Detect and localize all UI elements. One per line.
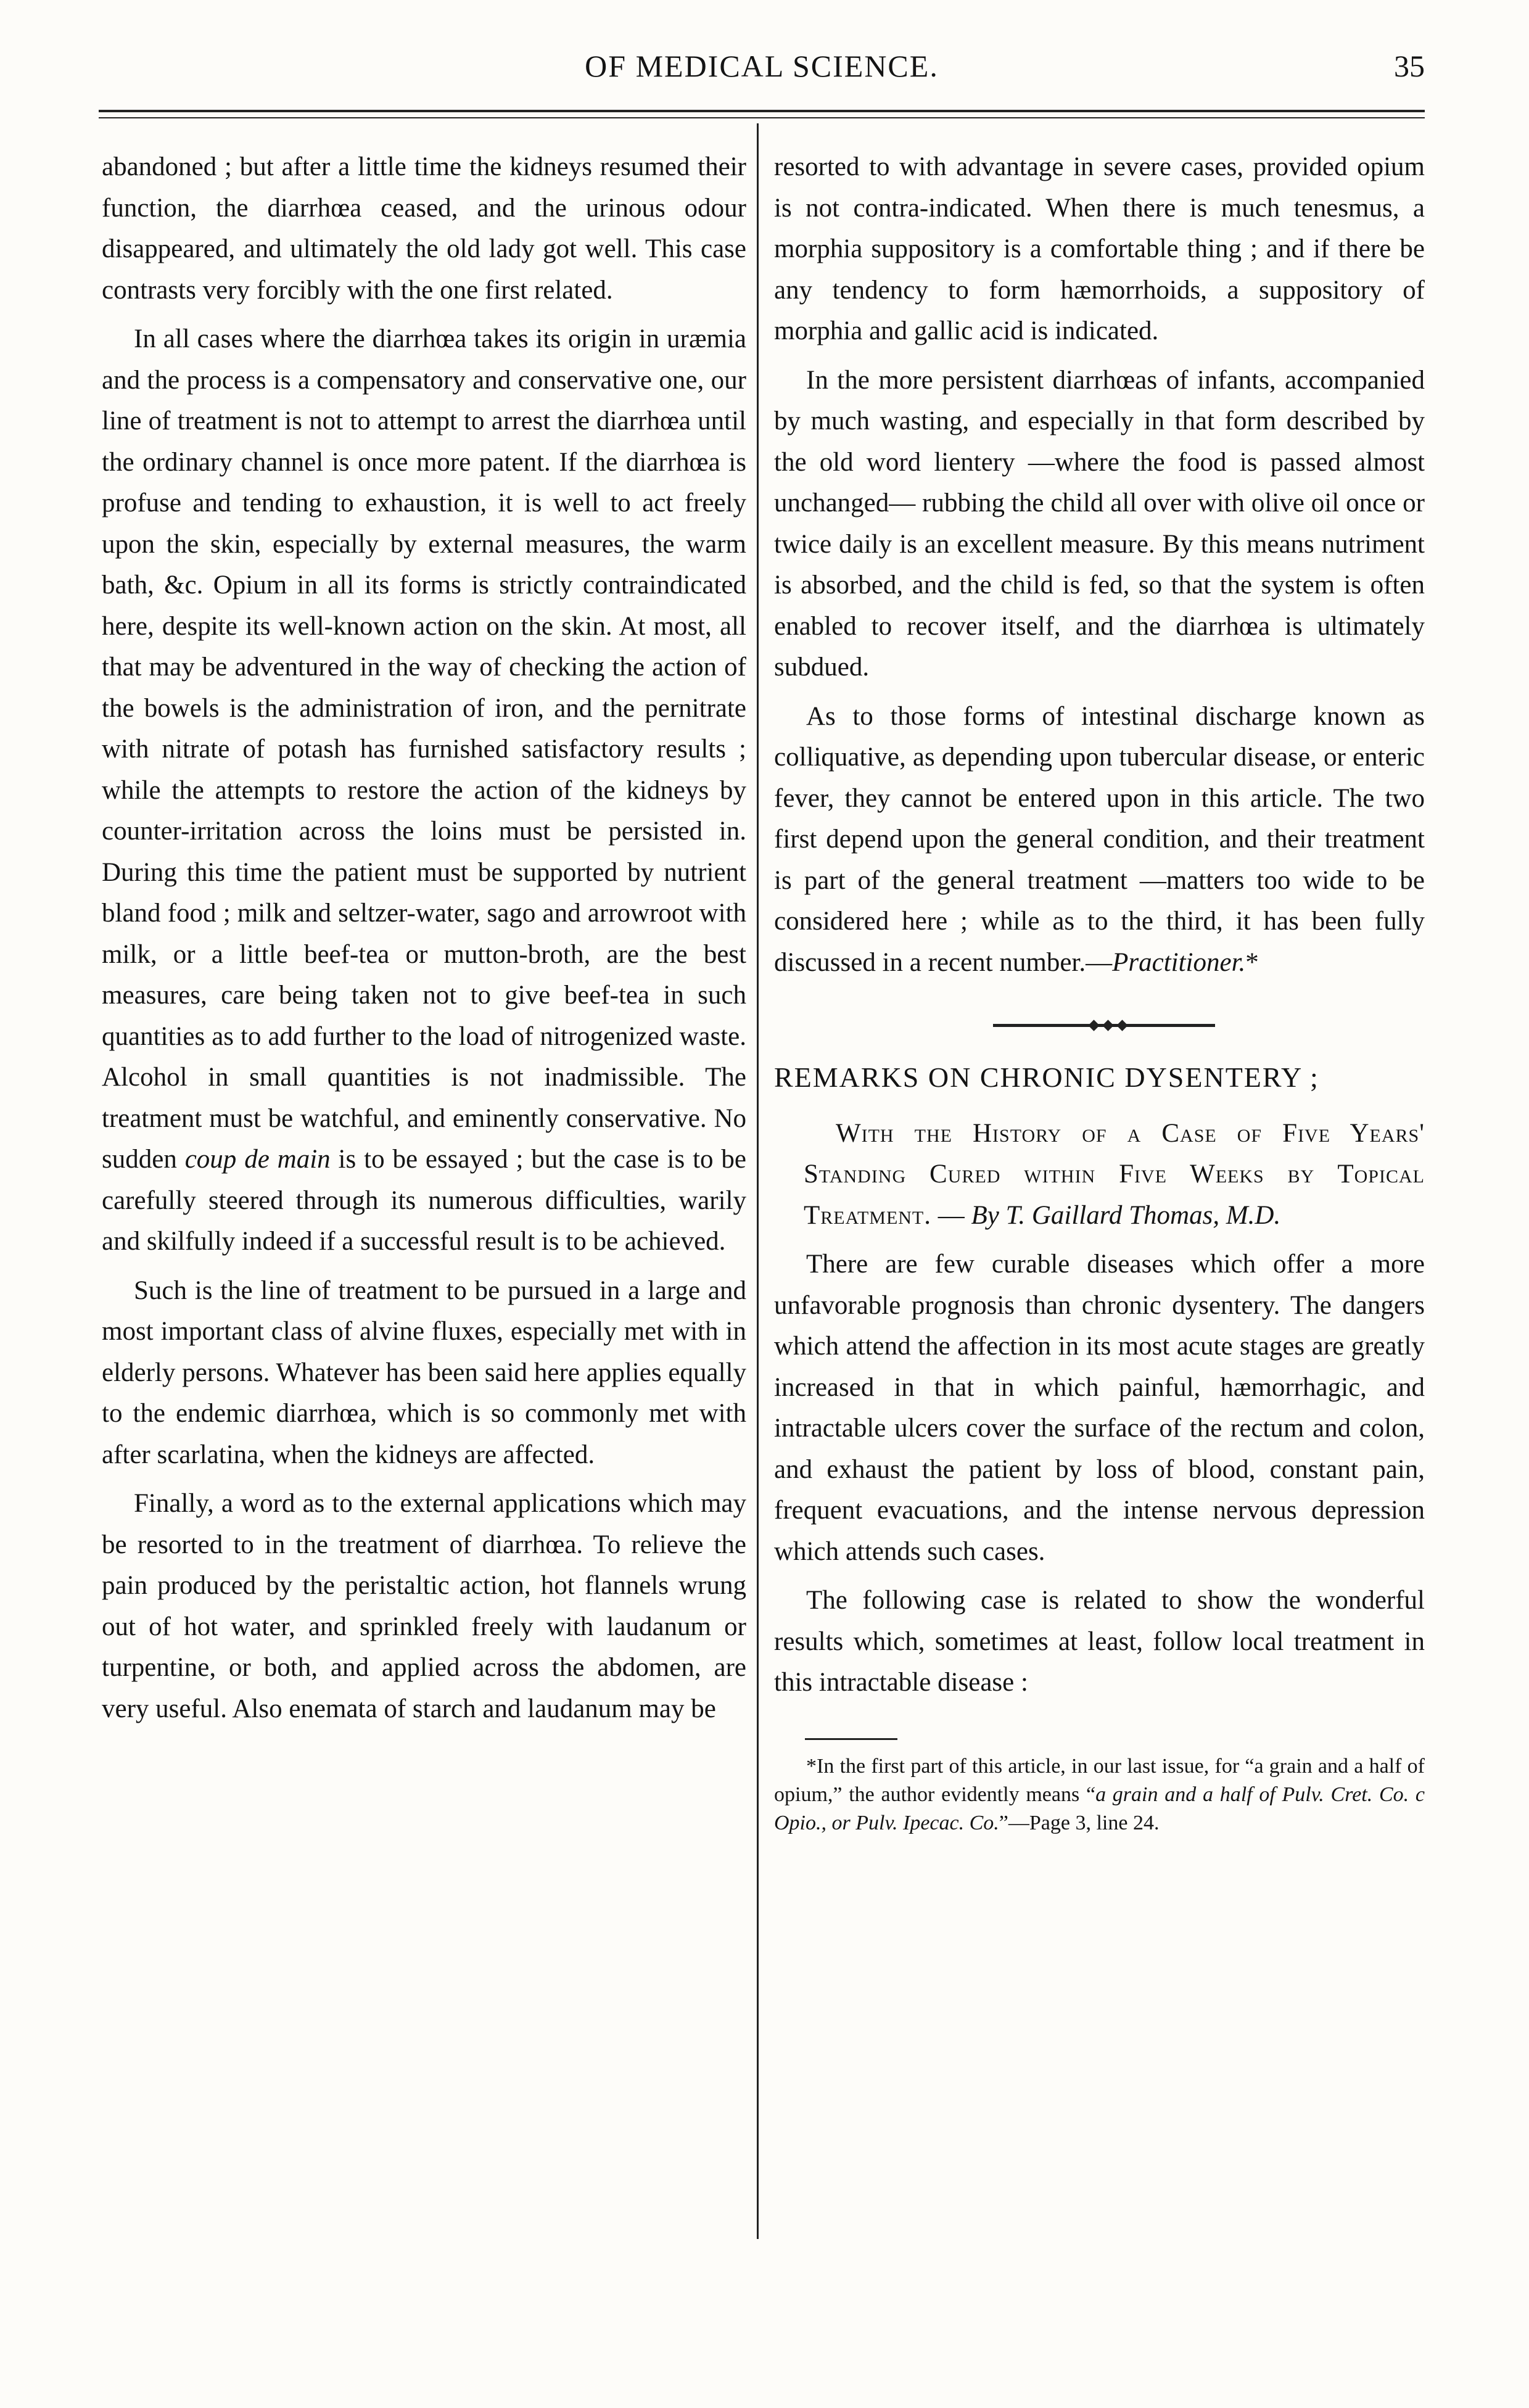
column-divider — [757, 123, 759, 2239]
ornament-diamond — [1088, 1020, 1099, 1031]
header-rule-top — [99, 110, 1425, 112]
footnote-text: ”—Page 3, line 24. — [999, 1811, 1160, 1834]
footnote — [774, 1752, 1425, 1837]
paragraph-text: In all cases where the diarrhœa takes its origin in uræmia and the process is a compensatory and conservative one, our line of treatment is not to attempt to arrest the diarrhœa until the ordinary channel is once more patent. If the diarrhœa is profuse and tending to exhaustion, it is well to act freely upon the skin, especially by external measures, the warm bath, &c. Opium in all its forms is strictly contraindicated here, despite its well-known action on the skin. At most, all that may be adventured in the way of checking the action of the bowels is the administration of iron, and the pernitrate with nitrate of potash has furnished satisfactory results ; while the attempts to restore the action of the kidneys by counter-irritation across the loins must be persisted in. During this time the patient must be supported by nutrient bland food ; milk and seltzer-water, sago and arrowroot with milk, or a little beef-tea or mutton-broth, are the best measures, care being taken not to give beef-tea in such quantities as to add further to the load of nitrogenized waste. Alcohol in small quantities is not inadmissible. The treatment must be watchful, and eminently conservative. No sudden — [102, 324, 746, 1174]
page-header — [99, 48, 1425, 104]
right-column — [774, 147, 1425, 1845]
paragraph: The following case is related to show the wonderful results which, sometimes at least, follow local treatment in this intractable disease : — [774, 1586, 1425, 1697]
subheading-dash: — — [931, 1200, 971, 1230]
subheading-title: With the History of a Case of Five Years' Standing Cured within Five Weeks by Topical Treatment. — [804, 1118, 1425, 1230]
paragraph: abandoned ; but after a little time the kidneys resumed their function, the diarrhœa ceased, and the urinous odour disappeared, and ultimately the old lady got well. This case contrasts very forcibly with the one first related. — [102, 152, 746, 305]
article-heading: REMARKS ON CHRONIC DYSENTERY ; — [774, 1062, 1319, 1093]
paragraph: Such is the line of treatment to be pursued in a large and most important class of alvine fluxes, especially met with in elderly persons. Whatever has been said here applies equally to the endemic diarrhœa, which is so commonly met with after scarlatina, when the kidneys are affected. — [102, 1276, 746, 1469]
paragraph: There are few curable diseases which offer a more unfavorable prognosis than chronic dysentery. The dangers which attend the affection in its most acute stages are greatly increased in that in which painful, hæmorrhagic, and intractable ulcers cover the surface of the rectum and colon, and exhaust the patient by loss of blood, constant pain, frequent evacuations, and the intense nervous depression which attends such cases. — [774, 1250, 1425, 1566]
footnote-marker: * — [1245, 947, 1259, 977]
ornament-diamond — [1102, 1020, 1113, 1031]
running-title: OF MEDICAL SCIENCE. — [585, 49, 939, 83]
left-column — [102, 147, 746, 1738]
byline: By T. Gaillard Thomas, M.D. — [971, 1200, 1281, 1230]
section-ornament — [774, 1000, 1425, 1050]
article-subheading — [774, 1113, 1425, 1237]
paragraph — [102, 319, 746, 1263]
paragraph: Finally, a word as to the external applications which may be resorted to in the treatment of diarrhœa. To relieve the pain produced by the peristaltic action, hot flannels wrung out of hot water, and sprinkled freely with laudanum or turpentine, or both, and applied across the abdomen, are very useful. Also enemata of starch and laudanum may be — [102, 1489, 746, 1723]
paragraph: In the more persistent diarrhœas of infants, accompanied by much wasting, and especially in that form described by the old word lientery —where the food is passed almost unchanged— rubbing the child all over with olive oil once or twice daily is an excellent measure. By this means nutriment is absorbed, and the child is fed, so that the system is often enabled to recover itself, and the diarrhœa is ultimately subdued. — [774, 365, 1425, 682]
footnote-text: *In the first part of this article, in our last issue, for “a grain and a half of opium,” the author evidently means “ — [774, 1754, 1425, 1806]
source-citation: Practitioner. — [1112, 947, 1246, 977]
italic-phrase: coup de main — [184, 1145, 331, 1174]
paragraph-text: is to be essayed ; but the case is to be carefully steered through its numerous difficulties, warily and skilfully indeed if a successful result is to be achieved. — [102, 1145, 746, 1256]
paragraph-text: As to those forms of intestinal discharge known as colliquative, as depending upon tubercular disease, or enteric fever, they cannot be entered upon in this article. The two first depend upon the general condition, and their treatment is part of the general treatment —matters too wide to be considered here ; while as to the third, it has been fully discussed in a recent number.— — [774, 701, 1425, 977]
paragraph — [774, 696, 1425, 984]
paragraph: resorted to with advantage in severe cases, provided opium is not contra-indicated. When there is much tenesmus, a morphia suppository is a comfortable thing ; and if there be any tendency to form hæmorrhoids, a suppository of morphia and gallic acid is indicated. — [774, 152, 1425, 345]
footnote-rule — [805, 1738, 897, 1740]
page-number: 35 — [1394, 49, 1425, 83]
footnote-italic: a grain and a half of Pulv. Cret. Co. c Opio., or Pulv. Ipecac. Co. — [774, 1783, 1425, 1834]
ornament-diamond — [1116, 1020, 1127, 1031]
header-rule-bottom — [99, 117, 1425, 118]
